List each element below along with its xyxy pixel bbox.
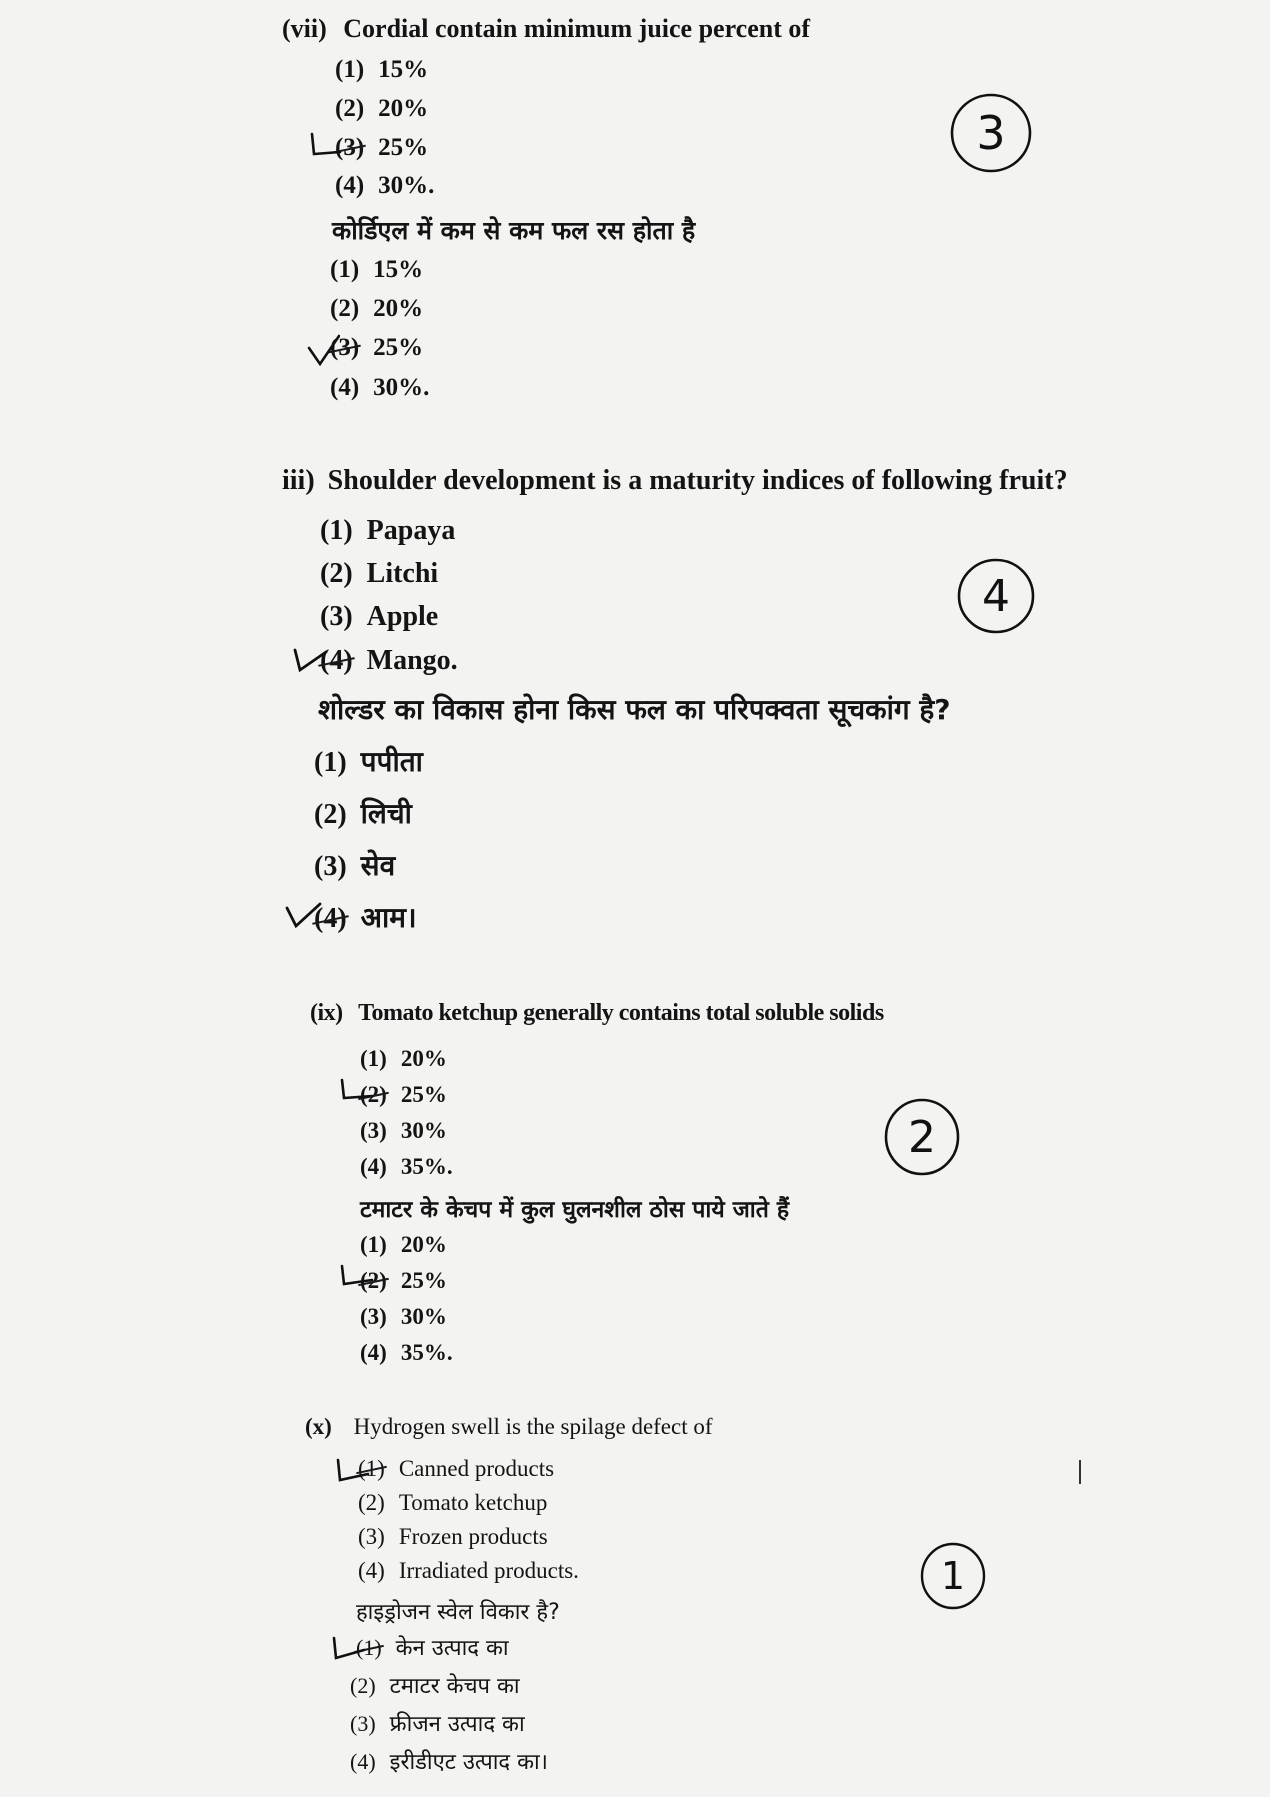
option-number: (1) xyxy=(356,1635,382,1660)
option-number: (2) xyxy=(335,95,365,122)
option-number: (3) xyxy=(360,1304,387,1329)
option-3 xyxy=(335,134,428,162)
option-number: (3) xyxy=(335,134,365,161)
answer-number: 3 xyxy=(976,106,1006,160)
tick-mark-icon xyxy=(334,1456,370,1486)
hindi-option-4 xyxy=(314,898,417,936)
option-text: 30%. xyxy=(378,172,435,199)
answer-circle xyxy=(948,90,1034,176)
option-text: 20% xyxy=(400,1232,447,1257)
hindi-option-3 xyxy=(330,334,423,362)
answer-circle xyxy=(882,1096,962,1178)
option-number: (2) xyxy=(320,558,353,589)
option-1 xyxy=(335,56,428,84)
hindi-option-4 xyxy=(350,1746,548,1776)
option-text: सेव xyxy=(360,849,396,882)
option-3 xyxy=(360,1118,447,1144)
hindi-option-1 xyxy=(356,1632,509,1662)
option-3 xyxy=(358,1524,548,1550)
option-text: इरीडीएट उत्पाद का। xyxy=(389,1750,549,1775)
tick-mark-icon xyxy=(338,1078,374,1106)
tick-mark-icon xyxy=(306,334,340,368)
option-4 xyxy=(320,645,458,677)
hindi-option-4 xyxy=(360,1340,453,1366)
tick-mark-icon xyxy=(308,132,342,160)
option-text: 35%. xyxy=(400,1154,453,1179)
option-number: (1) xyxy=(360,1046,387,1071)
tick-mark-icon xyxy=(292,646,328,674)
option-number: (1) xyxy=(335,56,365,83)
question-stem: Hydrogen swell is the spilage defect of xyxy=(353,1414,713,1439)
question-stem: Shoulder development is a maturity indices of following fruit? xyxy=(327,465,1068,496)
option-text: 35%. xyxy=(400,1340,453,1365)
hindi-question-text: टमाटर के केचप में कुल घुलनशील ठोस पाये जाते हैं xyxy=(360,1197,790,1223)
answer-number: 4 xyxy=(982,570,1010,622)
option-number: (2) xyxy=(360,1268,387,1293)
question-number: (ix) xyxy=(310,1000,343,1026)
option-text: 30% xyxy=(400,1304,447,1329)
option-text: टमाटर केचप का xyxy=(389,1674,520,1699)
answer-number: 1 xyxy=(940,1554,966,1598)
option-number: (1) xyxy=(320,515,353,546)
option-number: (4) xyxy=(314,903,347,934)
option-text: 25% xyxy=(400,1082,447,1107)
hindi-option-3 xyxy=(314,846,395,884)
option-number: (1) xyxy=(360,1232,387,1257)
option-text: Tomato ketchup xyxy=(398,1490,548,1515)
option-number: (2) xyxy=(330,295,360,322)
option-text: 20% xyxy=(373,295,424,322)
option-1 xyxy=(360,1046,447,1072)
hindi-option-1 xyxy=(360,1232,447,1258)
option-text: 15% xyxy=(373,256,424,283)
option-2 xyxy=(335,95,428,123)
option-number: (1) xyxy=(358,1456,385,1481)
question-number: (x) xyxy=(305,1414,332,1439)
option-4 xyxy=(335,172,434,200)
tick-mark-icon xyxy=(330,1634,366,1664)
hindi-question-text: कोर्डिएल में कम से कम फल रस होता है xyxy=(332,216,696,245)
option-number: (3) xyxy=(320,601,353,632)
option-number: (3) xyxy=(360,1118,387,1143)
option-number: (4) xyxy=(360,1340,387,1365)
option-text: केन उत्पाद का xyxy=(395,1636,509,1661)
option-text: 30%. xyxy=(373,374,430,401)
question-text xyxy=(282,14,810,44)
option-number: (1) xyxy=(314,747,347,778)
option-number: (4) xyxy=(358,1558,385,1583)
option-text: 25% xyxy=(378,134,429,161)
option-text: Irradiated products. xyxy=(398,1558,579,1583)
option-text: आम। xyxy=(360,901,417,934)
hindi-option-1 xyxy=(314,742,423,780)
option-text: Canned products xyxy=(398,1456,555,1481)
option-number: (4) xyxy=(330,374,360,401)
hindi-option-2 xyxy=(314,794,412,832)
option-text: 20% xyxy=(378,95,429,122)
option-text: Apple xyxy=(366,601,439,632)
tick-mark-icon xyxy=(284,900,322,930)
option-2 xyxy=(358,1490,547,1516)
option-text: Frozen products xyxy=(398,1524,548,1549)
question-number: (vii) xyxy=(282,14,327,43)
answer-circle xyxy=(918,1540,988,1612)
option-2 xyxy=(320,558,438,590)
option-text: 20% xyxy=(400,1046,447,1071)
question-text xyxy=(305,1414,713,1440)
option-number: (2) xyxy=(350,1673,376,1698)
option-number: (4) xyxy=(320,645,353,676)
question-text xyxy=(310,1000,884,1027)
option-text: Papaya xyxy=(366,515,456,546)
question-stem: Cordial contain minimum juice percent of xyxy=(343,14,811,43)
option-number: (4) xyxy=(335,172,365,199)
option-number: (3) xyxy=(350,1711,376,1736)
option-number: (3) xyxy=(358,1524,385,1549)
answer-circle xyxy=(955,555,1037,637)
option-text: फ्रीजन उत्पाद का xyxy=(389,1712,525,1737)
hindi-option-2 xyxy=(330,295,423,323)
option-number: (4) xyxy=(360,1154,387,1179)
option-text: लिची xyxy=(360,797,412,830)
option-text: Litchi xyxy=(366,558,439,589)
option-number: (2) xyxy=(358,1490,385,1515)
option-text: पपीता xyxy=(360,745,423,778)
option-4 xyxy=(360,1154,453,1180)
option-text: 30% xyxy=(400,1118,447,1143)
hindi-option-3 xyxy=(350,1708,525,1738)
option-number: (2) xyxy=(314,799,347,830)
option-text: 25% xyxy=(400,1268,447,1293)
hindi-question-text: हाइड्रोजन स्वेल विकार है? xyxy=(356,1600,560,1625)
option-number: (3) xyxy=(330,334,360,361)
answer-number: 2 xyxy=(908,1111,936,1163)
option-text: 25% xyxy=(373,334,424,361)
option-text: 15% xyxy=(378,56,429,83)
question-number: iii) xyxy=(282,465,315,496)
option-1 xyxy=(320,515,455,547)
tick-mark-icon xyxy=(338,1264,374,1292)
option-number: (3) xyxy=(314,851,347,882)
option-number: (2) xyxy=(360,1082,387,1107)
hindi-option-3 xyxy=(360,1304,447,1330)
hindi-option-4 xyxy=(330,374,429,402)
option-3 xyxy=(320,601,438,633)
hindi-option-1 xyxy=(330,256,423,284)
option-text: Mango. xyxy=(366,645,458,676)
question-text xyxy=(282,465,1068,497)
option-4 xyxy=(358,1558,579,1584)
hindi-option-2 xyxy=(350,1670,520,1700)
option-1 xyxy=(358,1456,554,1482)
hindi-question-text: शोल्डर का विकास होना किस फल का परिपक्वता सूचकांग है? xyxy=(318,693,951,726)
margin-stroke xyxy=(1079,1460,1081,1484)
option-number: (4) xyxy=(350,1749,376,1774)
option-number: (1) xyxy=(330,256,360,283)
question-stem: Tomato ketchup generally contains total soluble solids xyxy=(358,1000,884,1026)
